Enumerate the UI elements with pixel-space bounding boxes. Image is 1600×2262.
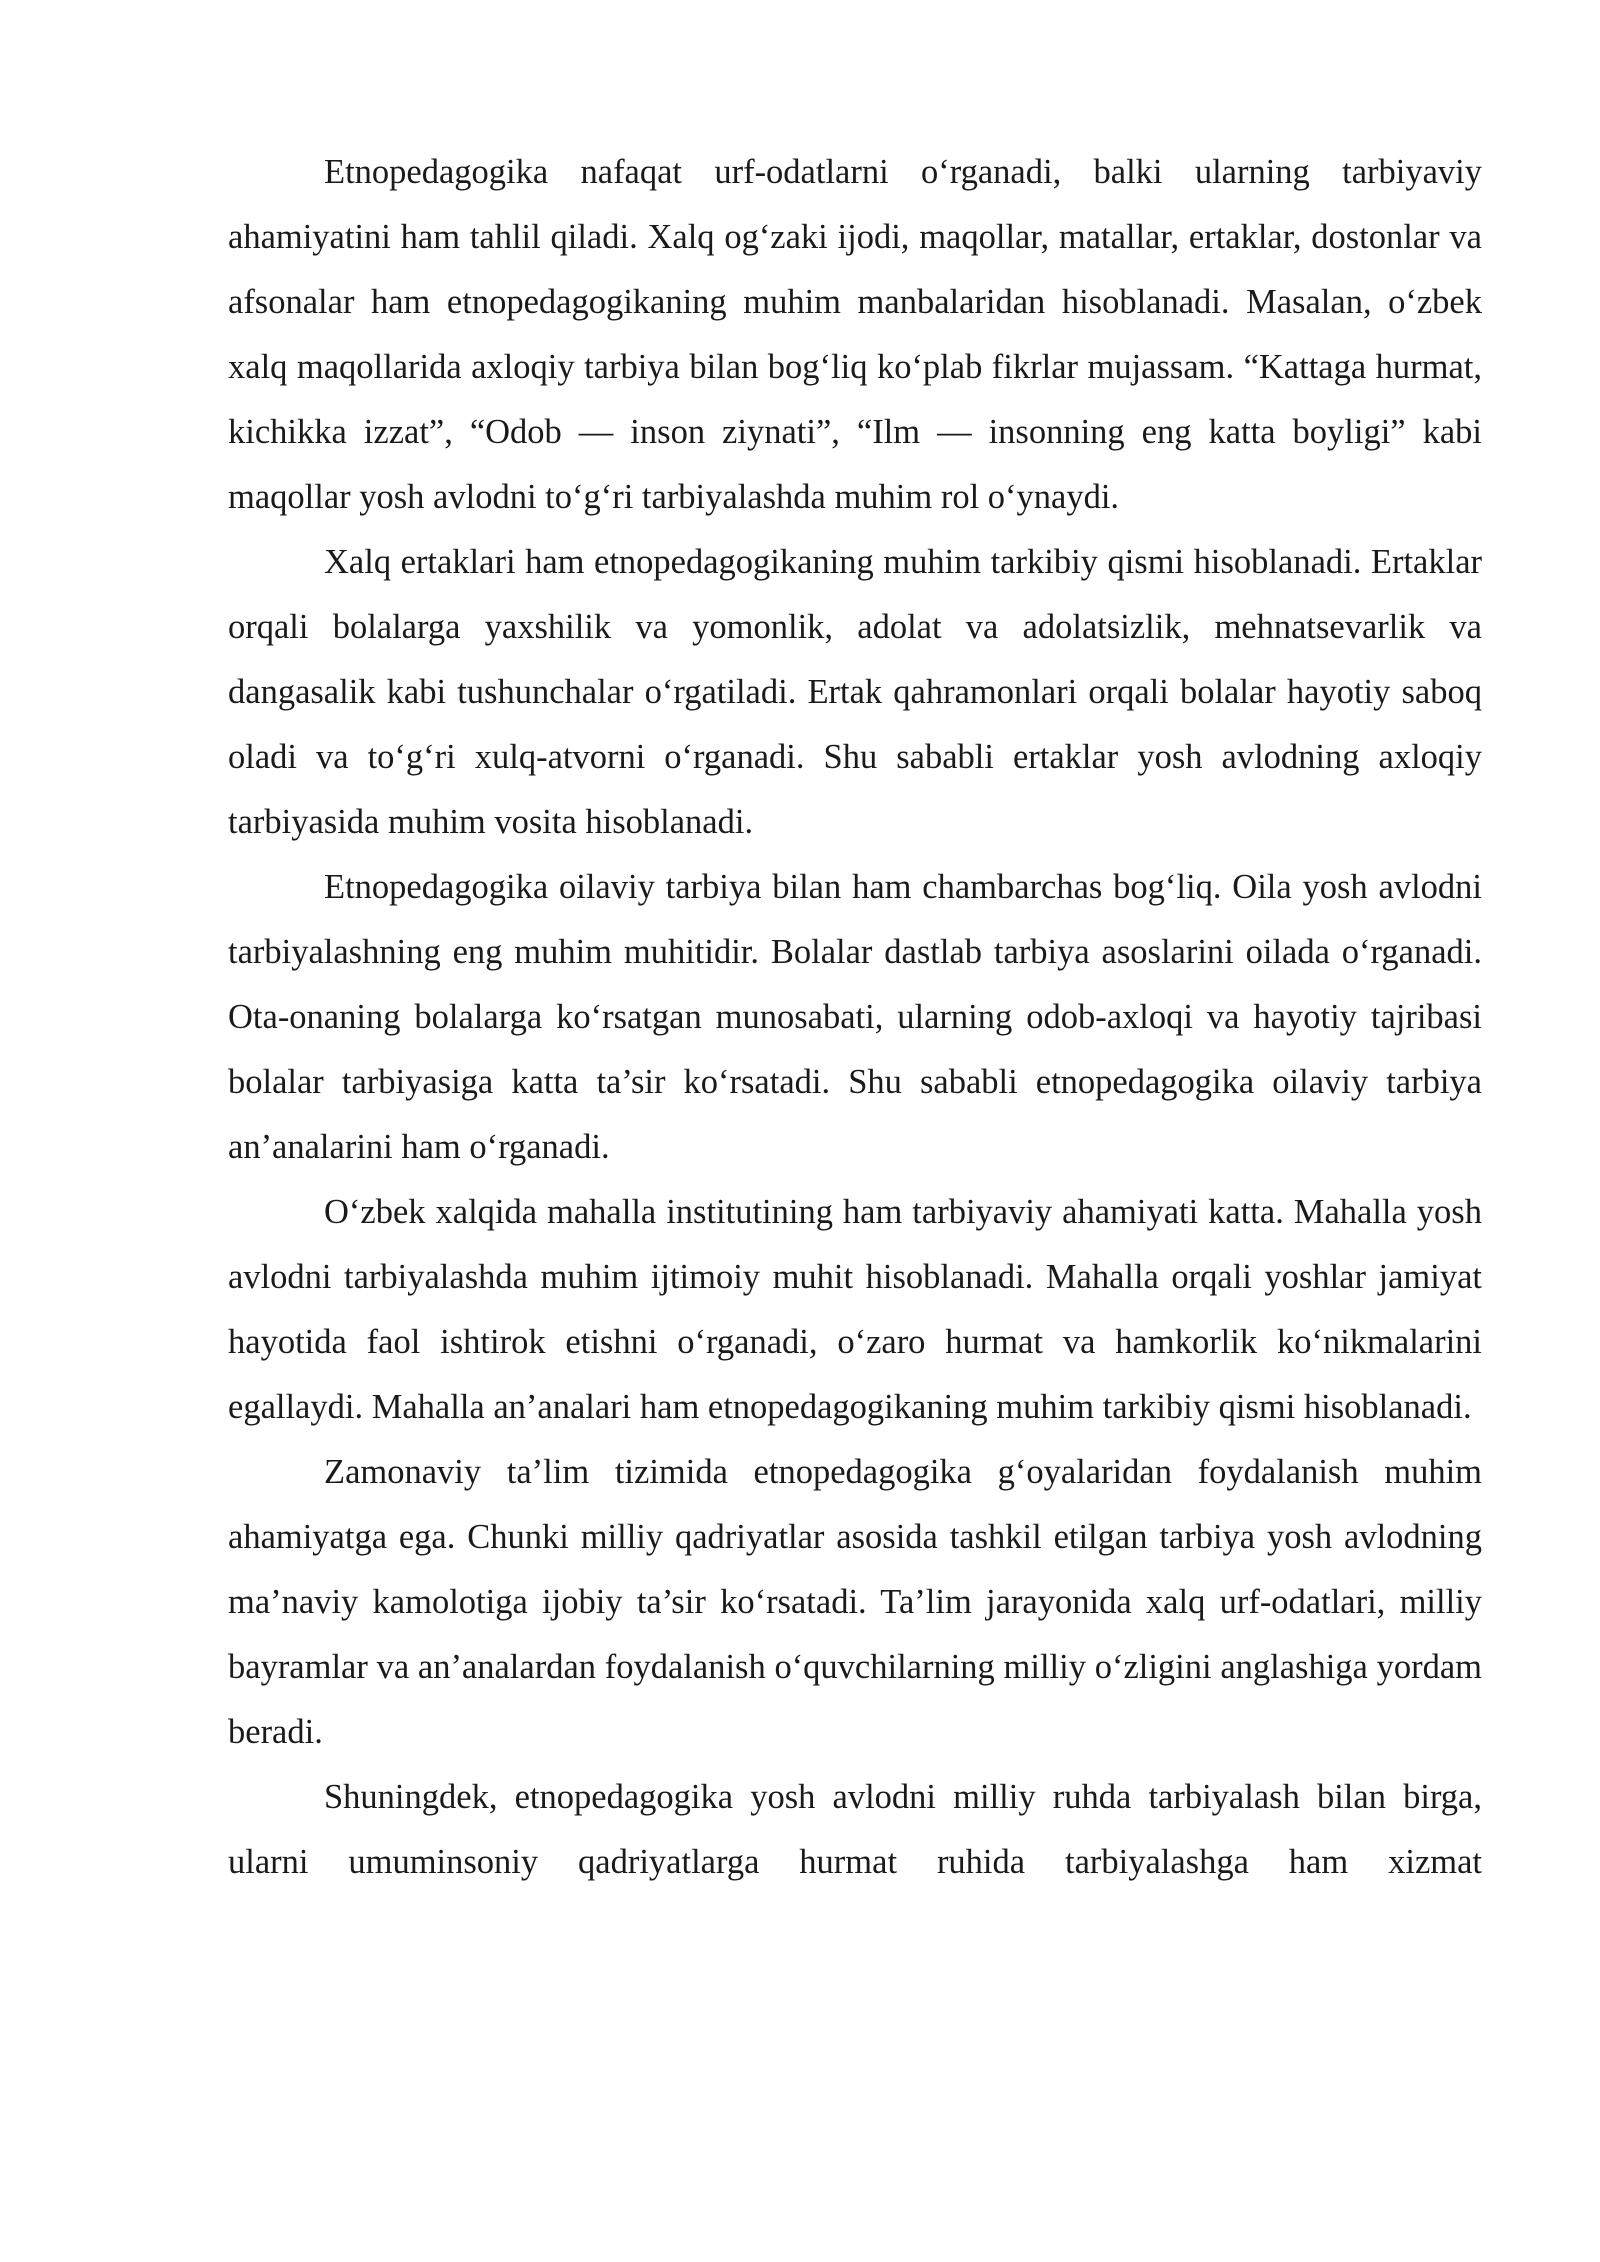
paragraph-5: Zamonaviy ta’lim tizimida etnopedagogika g‘oyalaridan foydalanish muhim ahamiyatga ega. Chunki milliy qadriyatlar asosida tashkil etilgan tarbiya yosh avlodning ma’naviy kamolotiga ijobiy ta’sir ko‘rsatadi. Ta’lim jarayonida xalq urf-odatlari, milliy bayramlar va an’analardan foydalanish o‘quvchilarning milliy o‘zligini anglashiga yordam beradi.	[228, 1453, 1482, 1751]
paragraph-2: Xalq ertaklari ham etnopedagogikaning muhim tarkibiy qismi hisoblanadi. Ertaklar orqali bolalarga yaxshilik va yomonlik, adolat va adolatsizlik, mehnatsevarlik va dangasalik kabi tushunchalar o‘rgatiladi. Ertak qahramonlari orqali bolalar hayotiy saboq oladi va to‘g‘ri xulq-atvorni o‘rganadi. Shu sababli ertaklar yosh avlodning axloqiy tarbiyasida muhim vosita hisoblanadi.	[228, 543, 1482, 841]
paragraph-6: Shuningdek, etnopedagogika yosh avlodni milliy ruhda tarbiyalash bilan birga, ularni umuminsoniy qadriyatlarga hurmat ruhida tarbiyalashga ham xizmat	[228, 1778, 1482, 1881]
document-body	[228, 140, 1482, 1895]
paragraph-1: Etnopedagogika nafaqat urf-odatlarni o‘rganadi, balki ularning tarbiyaviy ahamiyatini ham tahlil qiladi. Xalq og‘zaki ijodi, maqollar, matallar, ertaklar, dostonlar va afsonalar ham etnopedagogikaning muhim manbalaridan hisoblanadi. Masalan, o‘zbek xalq maqollarida axloqiy tarbiya bilan bog‘liq ko‘plab fikrlar mujassam. “Kattaga hurmat, kichikka izzat”, “Odob — inson ziynati”, “Ilm — insonning eng katta boyligi” kabi maqollar yosh avlodni to‘g‘ri tarbiyalashda muhim rol o‘ynaydi.	[228, 153, 1482, 516]
paragraph-4: O‘zbek xalqida mahalla institutining ham tarbiyaviy ahamiyati katta. Mahalla yosh avlodni tarbiyalashda muhim ijtimoiy muhit hisoblanadi. Mahalla orqali yoshlar jamiyat hayotida faol ishtirok etishni o‘rganadi, o‘zaro hurmat va hamkorlik ko‘nikmalarini egallaydi. Mahalla an’analari ham etnopedagogikaning muhim tarkibiy qismi hisoblanadi.	[228, 1193, 1482, 1426]
paragraph-3: Etnopedagogika oilaviy tarbiya bilan ham chambarchas bog‘liq. Oila yosh avlodni tarbiyalashning eng muhim muhitidir. Bolalar dastlab tarbiya asoslarini oilada o‘rganadi. Ota-onaning bolalarga ko‘rsatgan munosabati, ularning odob-axloqi va hayotiy tajribasi bolalar tarbiyasiga katta ta’sir ko‘rsatadi. Shu sababli etnopedagogika oilaviy tarbiya an’analarini ham o‘rganadi.	[228, 868, 1482, 1166]
